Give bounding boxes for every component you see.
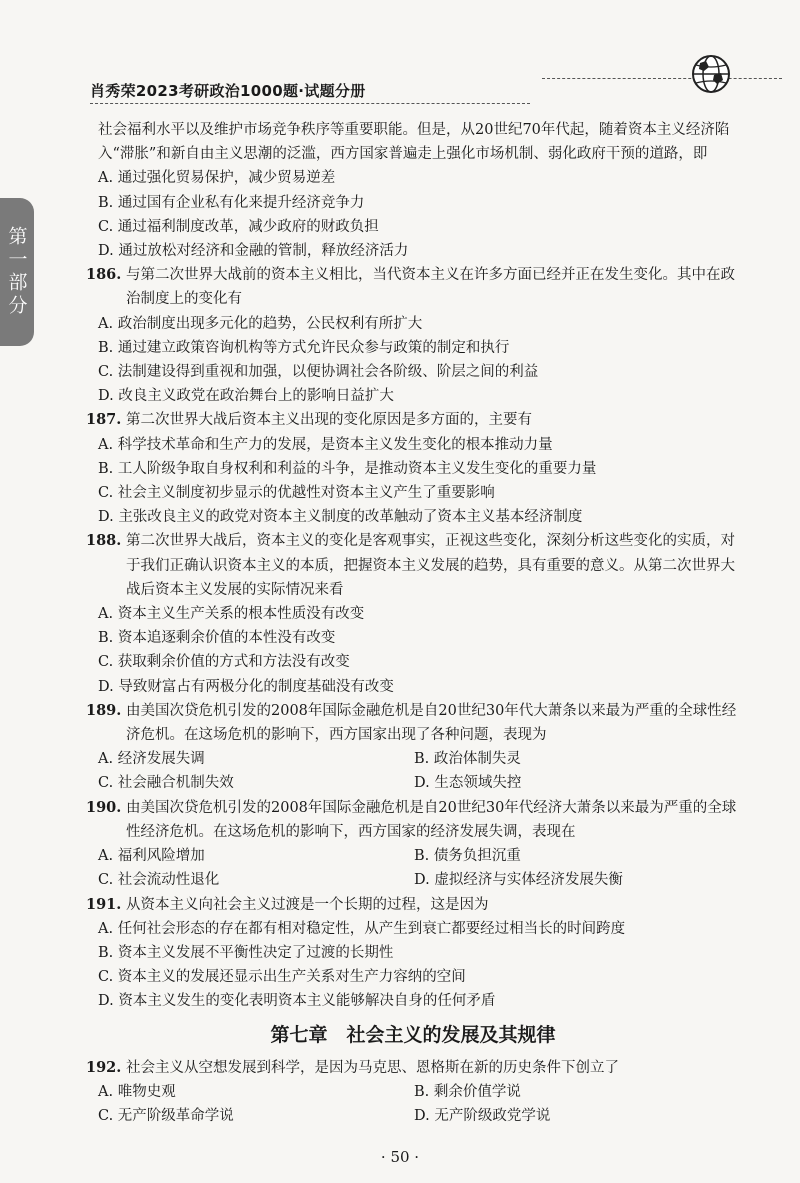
question-stem: 社会主义从空想发展到科学，是因为马克思、恩格斯在新的历史条件下创立了 — [126, 1059, 619, 1076]
option-b: B. 资本追逐剩余价值的本性没有改变 — [98, 630, 336, 647]
globe-icon — [690, 53, 732, 95]
side-tab-label: 第一部分 — [5, 226, 28, 318]
option-c: C. 无产阶级革命学说 — [98, 1107, 234, 1124]
question-191: 191. 从资本主义向社会主义过渡是一个长期的过程，这是因为 A. 任何社会形态的存在都有相对稳定性，从产生到衰亡都要经过相当长的时间跨度 B. 资本主义发展不平衡性决定了过渡的长期性 C. 资本主义的发展还显示出生产关系对生产力容纳的空间 D. 资本主义发生的变化表明资本主义能够解决自身的任何矛盾 — [88, 893, 738, 1014]
option-c: C. 法制建设得到重视和加强，以便协调社会各阶级、阶层之间的利益 — [98, 364, 539, 381]
section-side-tab — [0, 198, 34, 346]
option-c: C. 社会主义制度初步显示的优越性对资本主义产生了重要影响 — [98, 485, 495, 502]
book-title: 肖秀荣2023考研政治1000题·试题分册 — [90, 82, 366, 100]
option-a: A. 经济发展失调 — [98, 751, 205, 768]
option-a: A. 科学技术革命和生产力的发展，是资本主义发生变化的根本推动力量 — [98, 436, 553, 453]
question-stem: 第二次世界大战后资本主义出现的变化原因是多方面的，主要有 — [126, 412, 532, 429]
option-a: A. 福利风险增加 — [98, 848, 205, 865]
chapter-heading: 第七章 社会主义的发展及其规律 — [270, 1023, 556, 1046]
option-c: C. 资本主义的发展还显示出生产关系对生产力容纳的空间 — [98, 969, 466, 986]
question-189: 189. 由美国次贷危机引发的2008年国际金融危机是自20世纪30年代大萧条以来最为严重的全球性经济危机。在这场危机的影响下，西方国家出现了各种问题，表现为 A. 经济发展失调 B. 政治体制失灵 C. 社会融合机制失效 D. 生态领域失控 — [88, 699, 738, 796]
question-stem: 与第二次世界大战前的资本主义相比，当代资本主义在许多方面已经并正在发生变化。其中在政治制度上的变化有 — [126, 267, 735, 308]
option-a: A. 任何社会形态的存在都有相对稳定性，从产生到衰亡都要经过相当长的时间跨度 — [98, 920, 626, 937]
question-192: 192. 社会主义从空想发展到科学，是因为马克思、恩格斯在新的历史条件下创立了 A. 唯物史观 B. 剩余价值学说 C. 无产阶级革命学说 D. 无产阶级政党学说 — [88, 1056, 738, 1129]
option-b: B. 政治体制失灵 — [414, 751, 521, 768]
option-b: B. 债务负担沉重 — [414, 848, 521, 865]
question-stem: 由美国次贷危机引发的2008年国际金融危机是自20世纪30年代大萧条以来最为严重的全球性经济危机。在这场危机的影响下，西方国家出现了各种问题，表现为 — [126, 702, 737, 744]
option-c: C. 社会流动性退化 — [98, 872, 220, 889]
option-d: D. 无产阶级政党学说 — [414, 1107, 551, 1124]
option-c: C. 获取剩余价值的方式和方法没有改变 — [98, 654, 350, 671]
option-c: C. 社会融合机制失效 — [98, 775, 234, 792]
option-a: A. 通过强化贸易保护，减少贸易逆差 — [98, 170, 336, 187]
intro-options — [88, 166, 738, 263]
question-stem: 第二次世界大战后，资本主义的变化是客观事实，正视这些变化，深刻分析这些变化的实质，对于我们正确认识资本主义的本质，把握资本主义发展的趋势，具有重要的意义。从第二次世界大战后资本主义发展的实际情况来看 — [126, 533, 735, 598]
page-number: · 50 · — [380, 1148, 420, 1166]
question-stem: 从资本主义向社会主义过渡是一个长期的过程，这是因为 — [126, 896, 489, 913]
question-188: 188. 第二次世界大战后，资本主义的变化是客观事实，正视这些变化，深刻分析这些变化的实质，对于我们正确认识资本主义的本质，把握资本主义发展的趋势，具有重要的意义。从第二次世界大战后资本主义发展的实际情况来看 A. 资本主义生产关系的根本性质没有改变 B. 资本追逐剩余价值的本性没有改变 C. 获取剩余价值的方式和方法没有改变 D. 导致财富占有两极分化的制度基础没有改变 — [88, 529, 738, 698]
option-d: D. 改良主义政党在政治舞台上的影响日益扩大 — [98, 388, 394, 405]
page-header — [90, 70, 730, 110]
option-c: C. 通过福利制度改革，减少政府的财政负担 — [98, 218, 379, 235]
option-a: A. 政治制度出现多元化的趋势，公民权利有所扩大 — [98, 315, 423, 332]
option-d: D. 资本主义发生的变化表明资本主义能够解决自身的任何矛盾 — [98, 993, 496, 1010]
question-stem: 由美国次贷危机引发的2008年国际金融危机是自20世纪30年代经济大萧条以来最为严重的全球性经济危机。在这场危机的影响下，西方国家的经济发展失调，表现在 — [126, 799, 737, 840]
option-d: D. 主张改良主义的政党对资本主义制度的改革触动了资本主义基本经济制度 — [98, 509, 583, 526]
option-b: B. 通过国有企业私有化来提升经济竞争力 — [98, 194, 365, 211]
question-187: 187. 第二次世界大战后资本主义出现的变化原因是多方面的，主要有 A. 科学技术革命和生产力的发展，是资本主义发生变化的根本推动力量 B. 工人阶级争取自身权利和利益的斗争，是推动资本主义发生变化的重要力量 C. 社会主义制度初步显示的优越性对资本主义产生了重要影响 D. 主张改良主义的政党对资本主义制度的改革触动了资本主义基本经济制度 — [88, 408, 738, 529]
intro-text: 社会福利水平以及维护市场竞争秩序等重要职能。但是，从20世纪70年代起，随着资本主义经济陷入“滞胀”和新自由主义思潮的泛滥，西方国家普遍走上强化市场机制、弱化政府干预的道路，即 — [98, 122, 730, 163]
header-rule-upper — [542, 78, 782, 79]
option-b: B. 通过建立政策咨询机构等方式允许民众参与政策的制定和执行 — [98, 339, 510, 356]
option-b: B. 资本主义发展不平衡性决定了过渡的长期性 — [98, 944, 394, 961]
option-b: B. 剩余价值学说 — [414, 1083, 521, 1100]
question-186: 186. 与第二次世界大战前的资本主义相比，当代资本主义在许多方面已经并正在发生变化。其中在政治制度上的变化有 A. 政治制度出现多元化的趋势，公民权利有所扩大 B. 通过建立政策咨询机构等方式允许民众参与政策的制定和执行 C. 法制建设得到重视和加强，以便协调社会各阶级、阶层之间的利益 D. 改良主义政党在政治舞台上的影响日益扩大 — [88, 263, 738, 408]
option-d: D. 虚拟经济与实体经济发展失衡 — [414, 872, 623, 889]
question-190: 190. 由美国次贷危机引发的2008年国际金融危机是自20世纪30年代经济大萧条以来最为严重的全球性经济危机。在这场危机的影响下，西方国家的经济发展失调，表现在 A. 福利风险增加 B. 债务负担沉重 C. 社会流动性退化 D. 虚拟经济与实体经济发展失衡 — [88, 796, 738, 893]
option-b: B. 工人阶级争取自身权利和利益的斗争，是推动资本主义发生变化的重要力量 — [98, 460, 597, 477]
header-rule — [90, 103, 530, 104]
option-d: D. 导致财富占有两极分化的制度基础没有改变 — [98, 678, 394, 695]
option-d: D. 通过放松对经济和金融的管制，释放经济活力 — [98, 243, 409, 260]
option-d: D. 生态领域失控 — [414, 775, 522, 792]
question-content — [88, 118, 738, 1128]
option-a: A. 资本主义生产关系的根本性质没有改变 — [98, 606, 365, 623]
option-a: A. 唯物史观 — [98, 1083, 176, 1100]
